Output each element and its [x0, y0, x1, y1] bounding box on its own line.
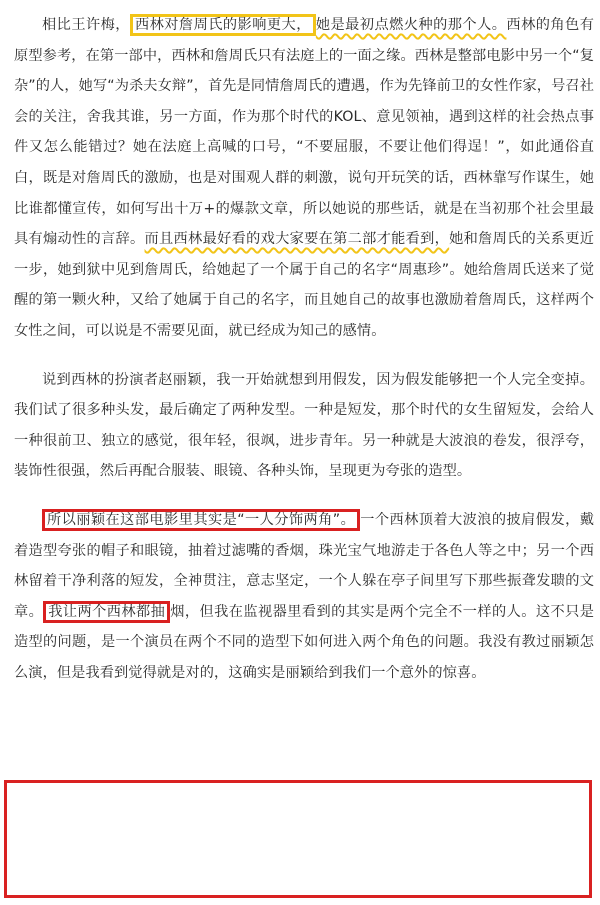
article-body [14, 10, 594, 706]
red-boxed-highlight-2: 我让两个西林都抽 [43, 601, 170, 623]
paragraph-2 [14, 365, 594, 487]
paragraph-3-ending: 烟，但我在监视器里看到的其实是两个完全不一样的人。这不只是造型的问题，是一个演员在两个不同的造型下如何进入两个角色的问题。我没有教过丽颖怎么演，但是我看到觉得就是对的，这确实是丽颖给到我们一个意外的惊喜。 [14, 603, 594, 681]
paragraph-1-ending: 她和詹周氏的关系更近一步，她到狱中见到詹周氏，给她起了一个属于自己的名字“周惠珍”。她给詹周氏送来了觉醒的第一颗火种，又给了她属于自己的名字，而且她自己的故事也激励着詹周氏，这样两个女性之间，可以说是不需要见面，就已经成为知己的感情。 [14, 231, 594, 339]
red-frame-highlight [4, 780, 592, 898]
paragraph-3-body: 一个西林顶着大波浪的披肩假发，戴着造型夸张的帽子和眼镜，抽着过滤嘴的香烟，珠光宝气地游走于各色人等之中；另一个西林留着干净利落的短发，全神贯注，意志坚定，一个人躲在亭子间里写下那些振聋发聩的文章。 [14, 511, 594, 620]
red-boxed-highlight-1: 所以丽颖在这部电影里其实是“一人分饰两角”。 [42, 509, 360, 531]
paragraph-1-intro: 相比王许梅， [42, 17, 130, 33]
paragraph-1 [14, 10, 594, 347]
yellow-underlined-highlight-1: 她是最初点燃火种的那个人。 [315, 17, 507, 33]
paragraph-1-body: 西林的角色有原型参考，在第一部中，西林和詹周氏只有法庭上的一面之缘。西林是整部电影中另一个“复杂”的人，她写“为杀夫女辩”，首先是同情詹周氏的遭遇，作为先锋前卫的女性作家，号召社会的关注，舍我其谁，另一方面，作为那个时代的KOL、意见领袖，遇到这样的社会热点事件又怎么能错过？她在法庭上高喊的口号，“不要屈服，不要让他们得逞！”，如此通俗直白，既是对詹周氏的激励，也是对围观人群的刺激，说句开玩笑的话，西林靠写作谋生，她比谁都懂宣传，如何写出十万+的爆款文章，所以她说的那些话，就是在当初那个社会里最具有煽动性的言辞。 [14, 17, 594, 248]
yellow-underlined-highlight-2: 而且西林最好看的戏大家要在第二部才能看到， [144, 231, 450, 248]
paragraph-3 [14, 505, 594, 689]
yellow-boxed-highlight: 西林对詹周氏的影响更大， [130, 14, 316, 36]
paragraph-2-text: 说到西林的扮演者赵丽颖，我一开始就想到用假发，因为假发能够把一个人完全变掉。我们试了很多种头发，最后确定了两种发型。一种是短发，那个时代的女生留短发，会给人一种很前卫、独立的感觉，很年轻，很飒，进步青年。另一种就是大波浪的卷发，很浮夸，装饰性很强，然后再配合服装、眼镜、各种头饰，呈现更为夸张的造型。 [14, 371, 594, 480]
